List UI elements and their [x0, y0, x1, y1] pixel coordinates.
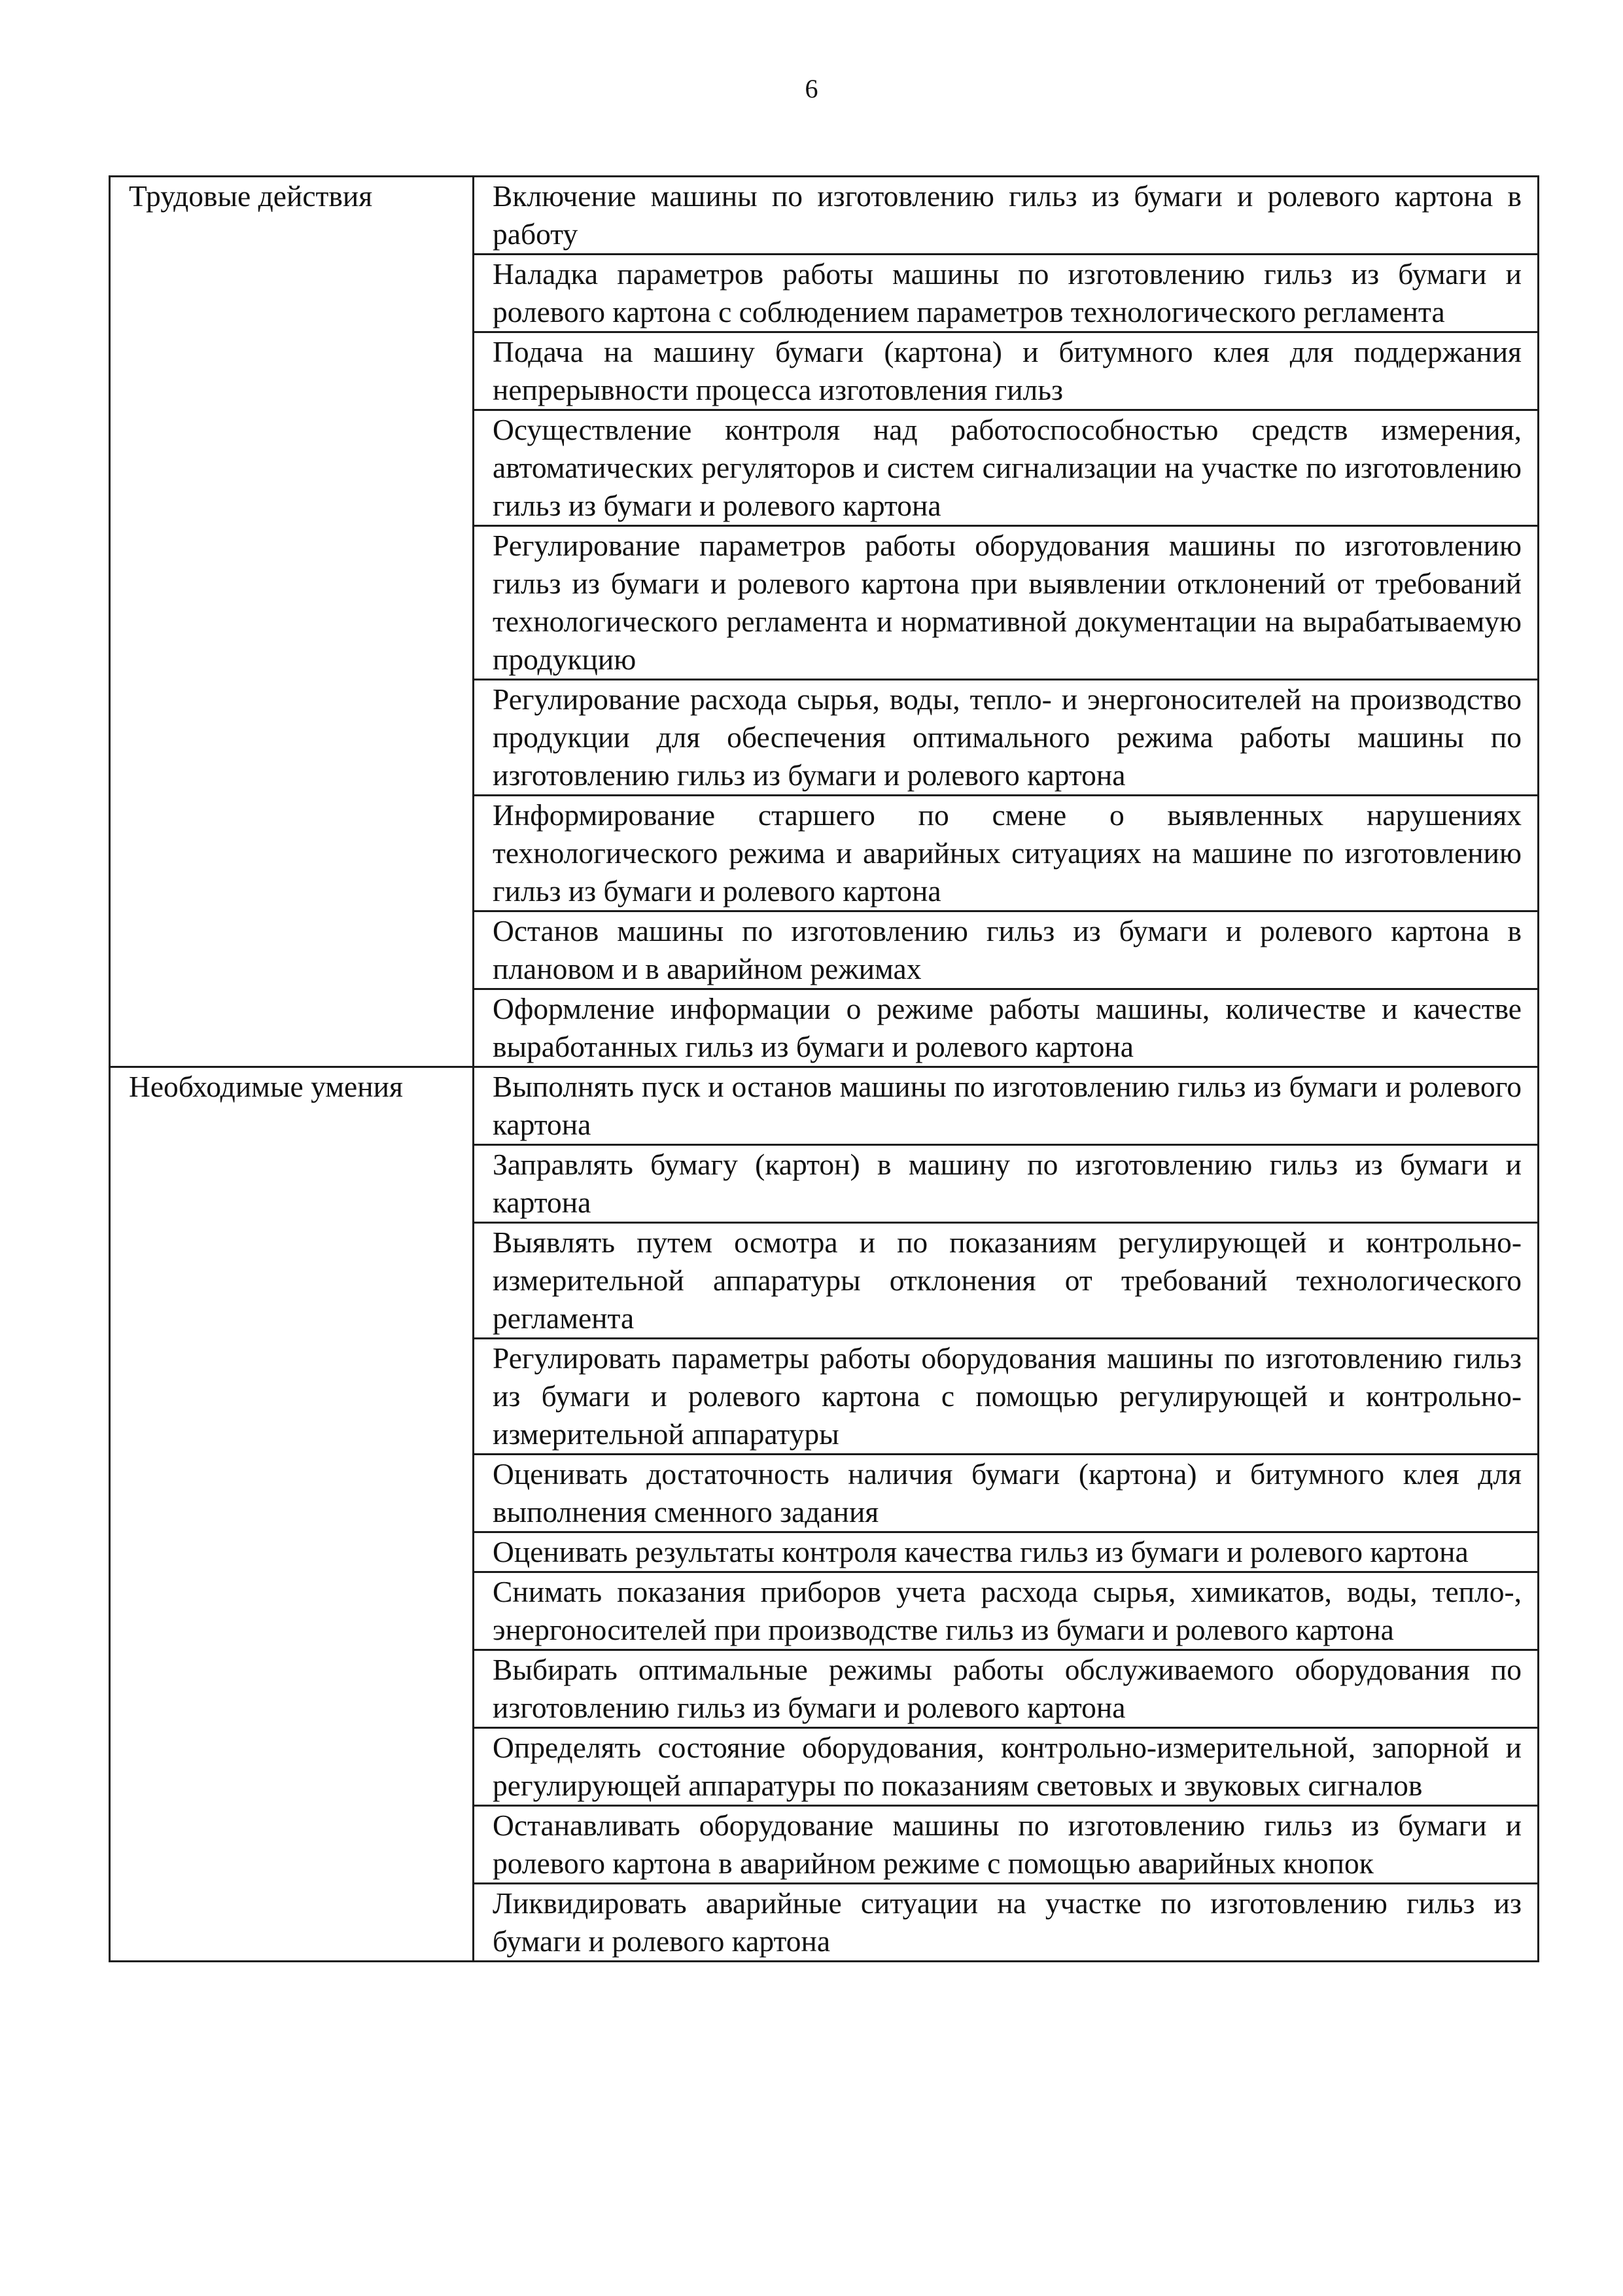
- labor-action-item: Оформление информации о режиме работы машины, количестве и качестве выработанных гильз из бумаги и ролевого картона: [474, 989, 1539, 1067]
- skill-item: Регулировать параметры работы оборудования машины по изготовлению гильз из бумаги и ролевого картона с помощью регулирующей и контрольно-измерительной аппаратуры: [474, 1339, 1539, 1455]
- skill-item: Снимать показания приборов учета расхода сырья, химикатов, воды, тепло-, энергоносителей при производстве гильз из бумаги и ролевого картона: [474, 1572, 1539, 1650]
- labor-action-item: Включение машины по изготовлению гильз из бумаги и ролевого картона в работу: [474, 177, 1539, 255]
- page-number: 6: [805, 74, 818, 103]
- labor-action-item: Наладка параметров работы машины по изготовлению гильз из бумаги и ролевого картона с соблюдением параметров технологического регламента: [474, 255, 1539, 332]
- skill-item: Выбирать оптимальные режимы работы обслуживаемого оборудования по изготовлению гильз из бумаги и ролевого картона: [474, 1650, 1539, 1728]
- skill-item: Выявлять путем осмотра и по показаниям регулирующей и контрольно-измерительной аппаратуры отклонения от требований технологического регламента: [474, 1223, 1539, 1339]
- labor-action-item: Осуществление контроля над работоспособностью средств измерения, автоматических регуляторов и систем сигнализации на участке по изготовлению гильз из бумаги и ролевого картона: [474, 410, 1539, 526]
- skill-item: Выполнять пуск и останов машины по изготовлению гильз из бумаги и ролевого картона: [474, 1067, 1539, 1145]
- labor-action-item: Останов машины по изготовлению гильз из бумаги и ролевого картона в плановом и в аварийном режимах: [474, 911, 1539, 989]
- skill-item: Останавливать оборудование машины по изготовлению гильз из бумаги и ролевого картона в аварийном режиме с помощью аварийных кнопок: [474, 1806, 1539, 1884]
- skill-item: Заправлять бумагу (картон) в машину по изготовлению гильз из бумаги и картона: [474, 1145, 1539, 1223]
- table-row: [110, 1067, 1539, 1145]
- skill-item: Оценивать результаты контроля качества гильз из бумаги и ролевого картона: [474, 1532, 1539, 1572]
- skill-item: Оценивать достаточность наличия бумаги (картона) и битумного клея для выполнения сменного задания: [474, 1455, 1539, 1532]
- qualification-table: [109, 175, 1539, 1962]
- section-label-labor-actions: Трудовые действия: [110, 177, 474, 1067]
- table-row: [110, 177, 1539, 255]
- labor-action-item: Регулирование расхода сырья, воды, тепло- и энергоносителей на производство продукции для обеспечения оптимального режима работы машины по изготовлению гильз из бумаги и ролевого картона: [474, 680, 1539, 796]
- labor-action-item: Информирование старшего по смене о выявленных нарушениях технологического режима и аварийных ситуациях на машине по изготовлению гильз из бумаги и ролевого картона: [474, 796, 1539, 911]
- labor-action-item: Регулирование параметров работы оборудования машины по изготовлению гильз из бумаги и ролевого картона при выявлении отклонений от требований технологического регламента и нормативной документации на вырабатываемую продукцию: [474, 526, 1539, 680]
- skill-item: Ликвидировать аварийные ситуации на участке по изготовлению гильз из бумаги и ролевого картона: [474, 1884, 1539, 1962]
- labor-action-item: Подача на машину бумаги (картона) и битумного клея для поддержания непрерывности процесса изготовления гильз: [474, 332, 1539, 410]
- section-label-required-skills: Необходимые умения: [110, 1067, 474, 1962]
- skill-item: Определять состояние оборудования, контрольно-измерительной, запорной и регулирующей аппаратуры по показаниям световых и звуковых сигналов: [474, 1728, 1539, 1806]
